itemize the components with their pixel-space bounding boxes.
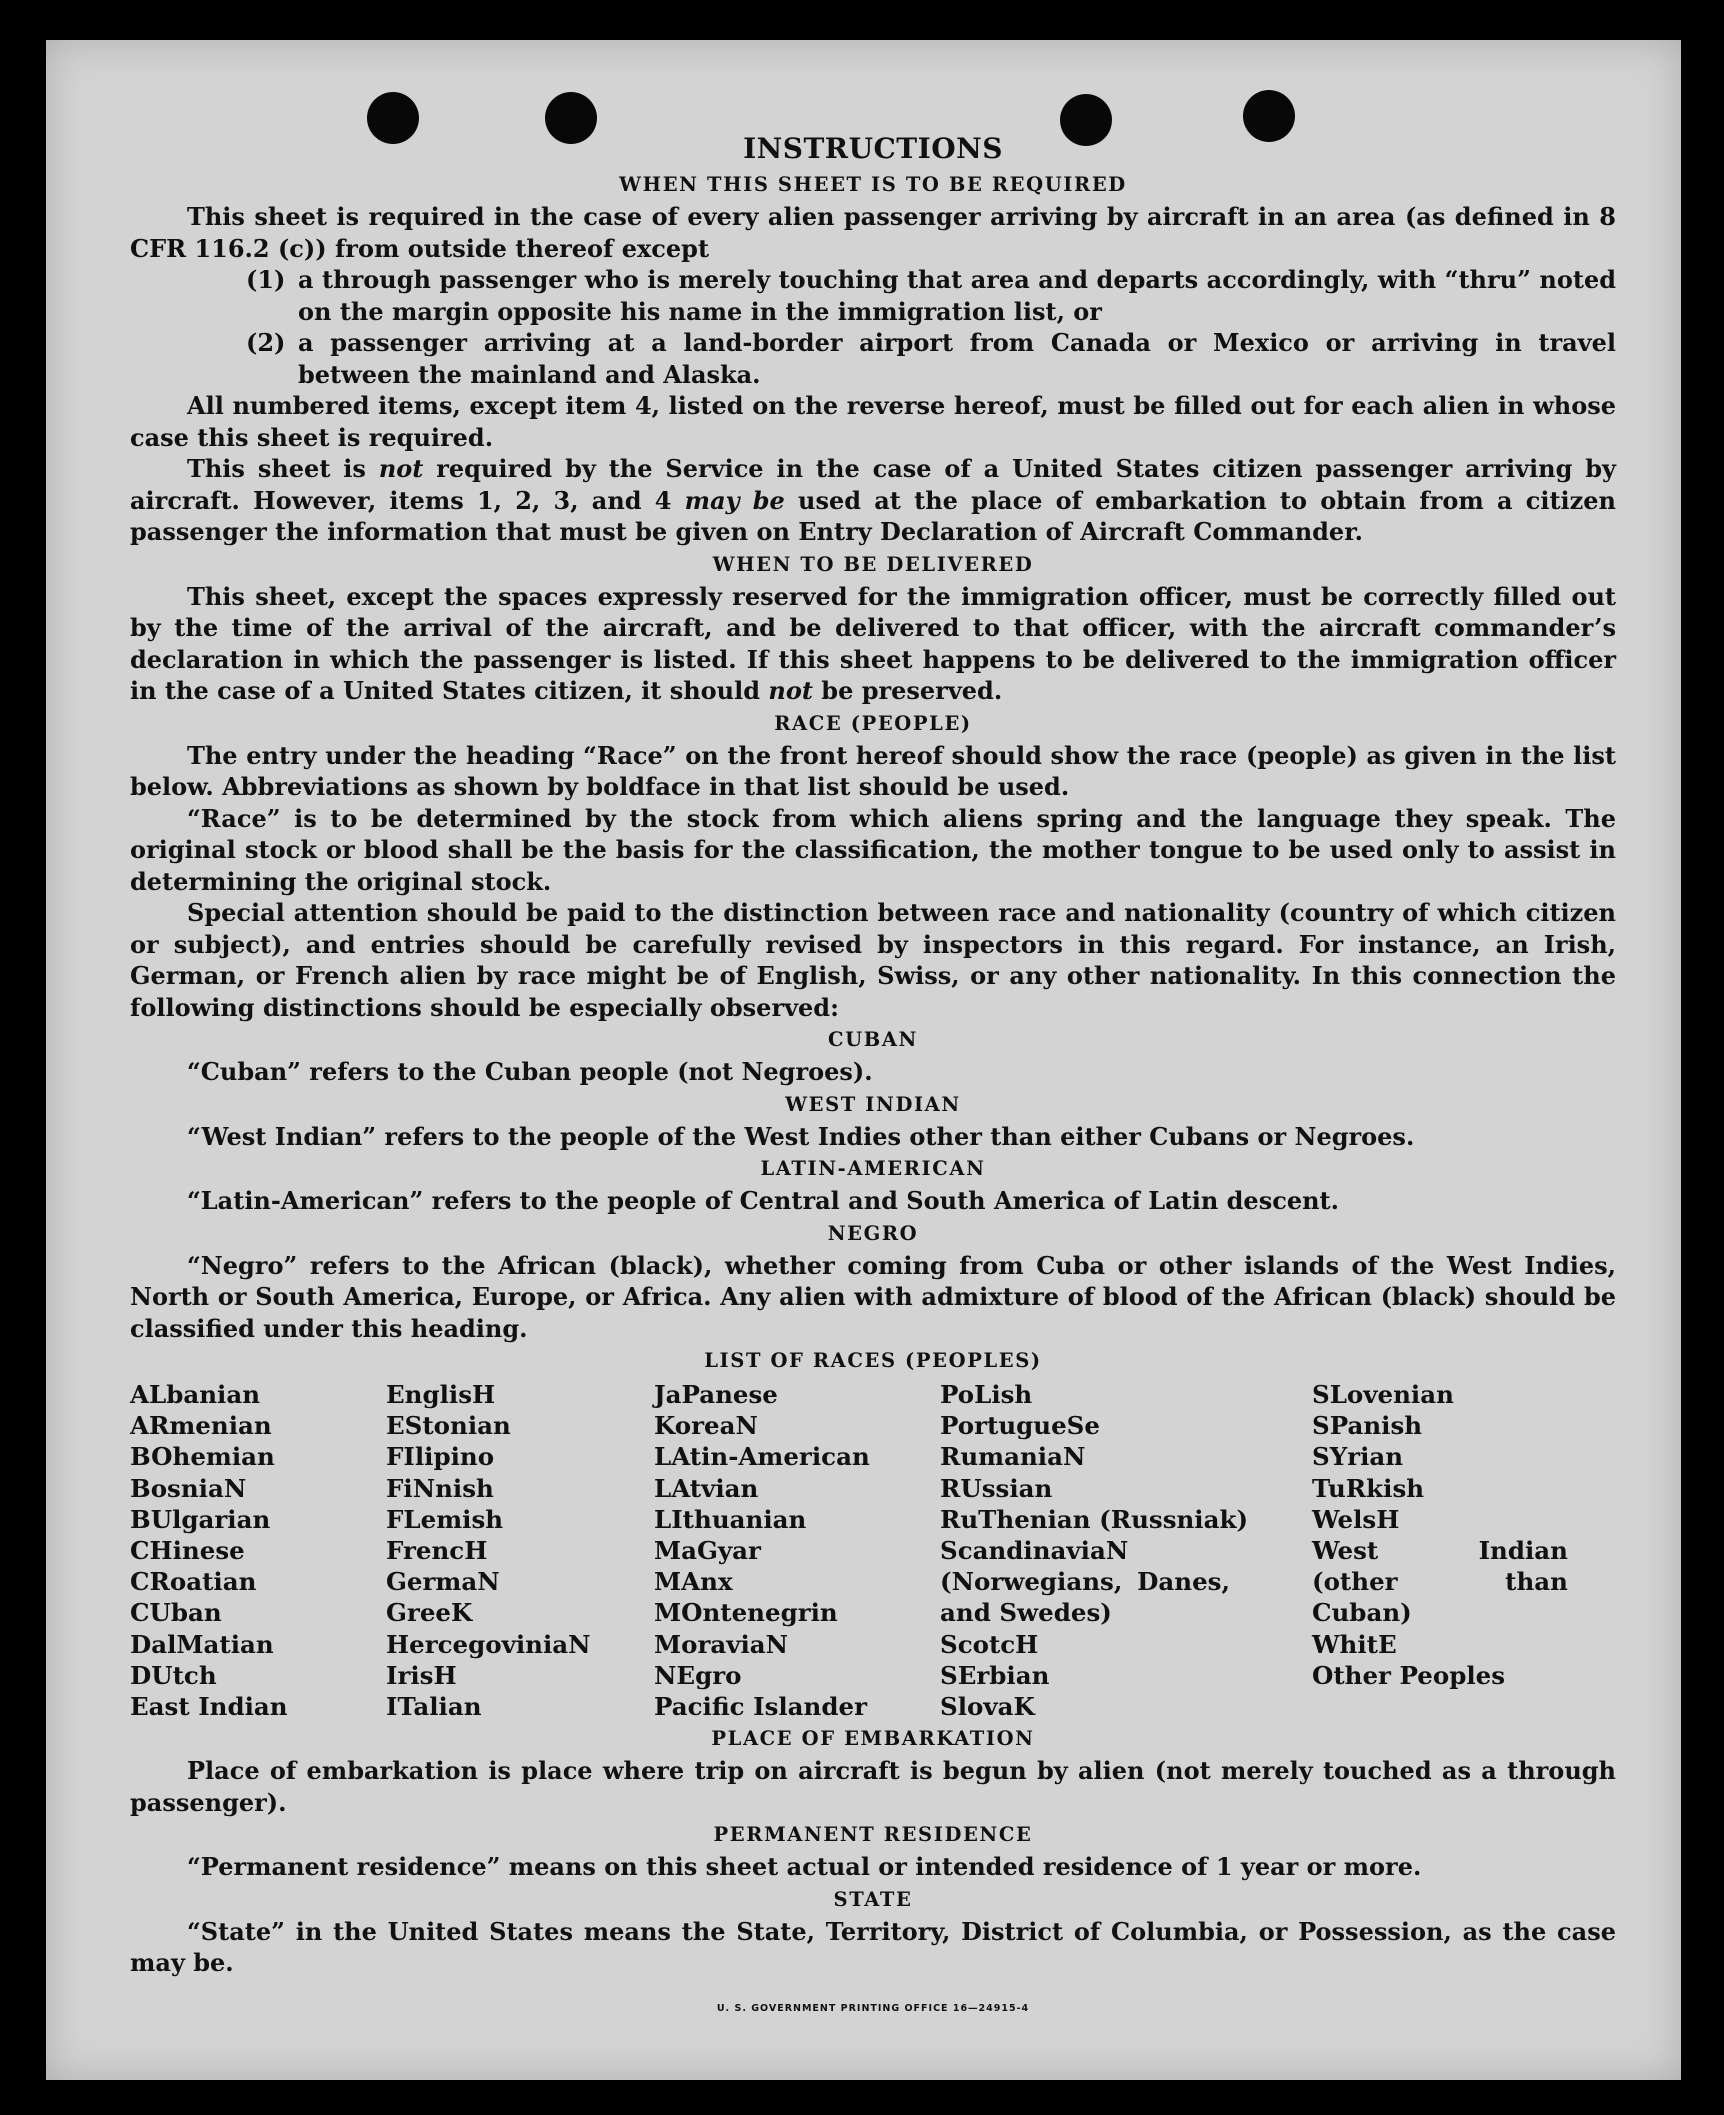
- race-entry: SlovaK: [940, 1692, 1035, 1722]
- section-heading: PERMANENT RESIDENCE: [713, 1823, 1033, 1847]
- paragraph: This sheet is required in the case of every alien passenger arriving by aircraft in an area (as defined in 8 CFR 116.2 (c)) from outside thereof except: [130, 202, 1616, 263]
- race-entry: MOntenegrin: [654, 1598, 838, 1628]
- race-entry: PortugueSe: [940, 1411, 1100, 1441]
- race-entry: FIlipino: [386, 1442, 495, 1472]
- race-entry: FiNnish: [386, 1473, 494, 1503]
- section-heading: WHEN THIS SHEET IS TO BE REQUIRED: [619, 173, 1127, 196]
- race-entry: East Indian: [130, 1692, 288, 1722]
- race-entry: CRoatian: [130, 1567, 257, 1597]
- race-entry: MoraviaN: [654, 1629, 789, 1659]
- text-run: used at the place of embarkation to obtain from a citizen passenger the information that must be given on Entry Declaration of Aircraft Commander.: [130, 485, 1617, 546]
- document-sheet: [46, 40, 1681, 2080]
- race-entry: TuRkish: [1312, 1473, 1425, 1503]
- race-entry: GreeK: [386, 1598, 473, 1628]
- paragraph: Place of embarkation is place where trip on aircraft is begun by alien (not merely touched as a through passenger).: [130, 1756, 1616, 1817]
- race-entry: FLemish: [386, 1504, 504, 1534]
- race-column: [386, 1379, 654, 1722]
- race-entry: ARmenian: [130, 1411, 272, 1441]
- section-heading: STATE: [833, 1887, 913, 1911]
- race-list: [130, 1379, 1616, 1722]
- section-heading: WHEN TO BE DELIVERED: [712, 552, 1034, 576]
- section-heading: CUBAN: [828, 1028, 918, 1051]
- paragraph: The entry under the heading “Race” on the front hereof should show the race (people) as given in the list below. Abbreviations as shown by boldface in that list should be used.: [130, 740, 1616, 801]
- paragraph: “Cuban” refers to the Cuban people (not Negroes).: [187, 1057, 873, 1086]
- race-entry: West Indian (other than Cuban): [1312, 1536, 1568, 1628]
- race-entry: FrencH: [386, 1536, 488, 1566]
- race-entry: GermaN: [386, 1567, 500, 1597]
- race-entry: LIthuanian: [654, 1504, 807, 1534]
- race-column: [940, 1379, 1312, 1722]
- paragraph: [130, 581, 1616, 707]
- race-entry: BOhemian: [130, 1442, 275, 1472]
- race-column: [1312, 1379, 1568, 1722]
- paragraph: All numbered items, except item 4, listed on the reverse hereof, must be filled out for each alien in whose case this sheet is required.: [130, 391, 1616, 452]
- race-entry: NEgro: [654, 1660, 742, 1690]
- item-number: (2): [246, 328, 286, 357]
- paragraph: “Negro” refers to the African (black), whether coming from Cuba or other islands of the West Indies, North or South America, Europe, or Africa. Any alien with admixture of blood of the African (black) should be classified under this heading.: [130, 1250, 1616, 1343]
- race-column: [654, 1379, 940, 1722]
- section-heading: LATIN-AMERICAN: [760, 1157, 986, 1180]
- item-number: (1): [246, 265, 286, 294]
- race-entry: LAtin-American: [654, 1442, 870, 1472]
- race-entry: ITalian: [386, 1692, 482, 1722]
- race-entry: CHinese: [130, 1536, 245, 1566]
- race-entry: SErbian: [940, 1660, 1050, 1690]
- italic-text: may be: [684, 485, 785, 515]
- paragraph: “Race” is to be determined by the stock from which aliens spring and the language they speak. The original stock or blood shall be the basis for the classification, the mother tongue to be used only to assist in determining the original stock.: [130, 803, 1616, 896]
- race-entry: ALbanian: [130, 1380, 261, 1409]
- race-entry: EnglisH: [386, 1380, 496, 1409]
- section-heading: RACE (PEOPLE): [774, 711, 972, 735]
- race-entry: WhitE: [1312, 1629, 1397, 1659]
- race-entry: JaPanese: [654, 1380, 778, 1409]
- race-entry: RuThenian (Russniak): [940, 1504, 1249, 1534]
- race-entry: CUban: [130, 1598, 222, 1628]
- text-run: required by the Service in the case of a United States citizen passenger arriving by aircraft. However, items 1, 2, 3, and 4: [130, 454, 1616, 515]
- paragraph: Special attention should be paid to the distinction between race and nationality (country of which citizen or subject), and entries should be carefully revised by inspectors in this regard. For instance, an Irish, German, or French alien by race might be of English, Swiss, or any other nationality. In this connection the following distinctions should be especially observed:: [130, 898, 1616, 1022]
- race-entry: Other Peoples: [1312, 1660, 1506, 1690]
- race-entry: Pacific Islander: [654, 1692, 867, 1722]
- italic-text: not: [768, 676, 813, 705]
- race-entry: WelsH: [1312, 1504, 1400, 1534]
- race-entry: MaGyar: [654, 1536, 761, 1566]
- race-entry: BosniaN: [130, 1473, 247, 1503]
- text-run: This sheet is: [187, 454, 379, 483]
- race-entry: HercegoviniaN: [386, 1629, 591, 1659]
- race-entry: SLovenian: [1312, 1380, 1454, 1409]
- race-entry: DalMatian: [130, 1629, 274, 1659]
- race-entry: SYrian: [1312, 1442, 1404, 1472]
- page-title: INSTRUCTIONS: [743, 132, 1003, 165]
- numbered-item: [246, 264, 1616, 327]
- paragraph: “Permanent residence” means on this sheet actual or intended residence of 1 year or more.: [187, 1852, 1422, 1882]
- race-entry: RumaniaN: [940, 1442, 1086, 1472]
- text-run: This sheet, except the spaces expressly reserved for the immigration officer, must be correctly filled out by the time of the arrival of the aircraft, and be delivered to that officer, with the aircraft commander’s declaration in which the passenger is listed. If this sheet happens to be delivered to the immigration officer in the case of a United States citizen, it should: [130, 581, 1616, 705]
- text-run: be preserved.: [812, 676, 1003, 705]
- item-text: a through passenger who is merely touching that area and departs accordingly, with “thru” noted on the margin opposite his name in the immigration list, or: [298, 265, 1616, 326]
- race-entry: RUssian: [940, 1473, 1053, 1503]
- race-entry: SPanish: [1312, 1411, 1423, 1441]
- paragraph: “West Indian” refers to the people of the West Indies other than either Cubans or Negroes.: [187, 1121, 1415, 1151]
- race-entry: ScandinaviaN (Norwegians, Danes, and Swedes): [940, 1536, 1230, 1628]
- race-entry: MAnx: [654, 1567, 733, 1597]
- paragraph: [130, 453, 1616, 548]
- race-entry: PoLish: [940, 1380, 1033, 1409]
- item-text: a passenger arriving at a land-border airport from Canada or Mexico or arriving in travel between the mainland and Alaska.: [298, 328, 1616, 389]
- section-heading: NEGRO: [827, 1221, 919, 1245]
- printer-imprint: U. S. GOVERNMENT PRINTING OFFICE 16—24915-4: [716, 2002, 1030, 2014]
- race-column: [130, 1379, 386, 1722]
- numbered-item: [246, 327, 1616, 390]
- section-heading: PLACE OF EMBARKATION: [711, 1727, 1035, 1751]
- section-heading: WEST INDIAN: [785, 1092, 961, 1116]
- section-heading: LIST OF RACES (PEOPLES): [704, 1349, 1042, 1372]
- italic-text: not: [378, 454, 424, 483]
- paragraph: “Latin-American” refers to the people of Central and South America of Latin descent.: [187, 1186, 1339, 1215]
- race-entry: EStonian: [386, 1411, 511, 1441]
- race-entry: ScotcH: [940, 1629, 1039, 1659]
- instructions-content: [130, 130, 1616, 2024]
- race-entry: KoreaN: [654, 1411, 758, 1441]
- race-entry: BUlgarian: [130, 1504, 271, 1534]
- paragraph: “State” in the United States means the State, Territory, District of Columbia, or Possession, as the case may be.: [130, 1916, 1616, 1978]
- race-entry: LAtvian: [654, 1473, 759, 1503]
- race-entry: DUtch: [130, 1660, 217, 1690]
- race-entry: IrisH: [386, 1660, 457, 1690]
